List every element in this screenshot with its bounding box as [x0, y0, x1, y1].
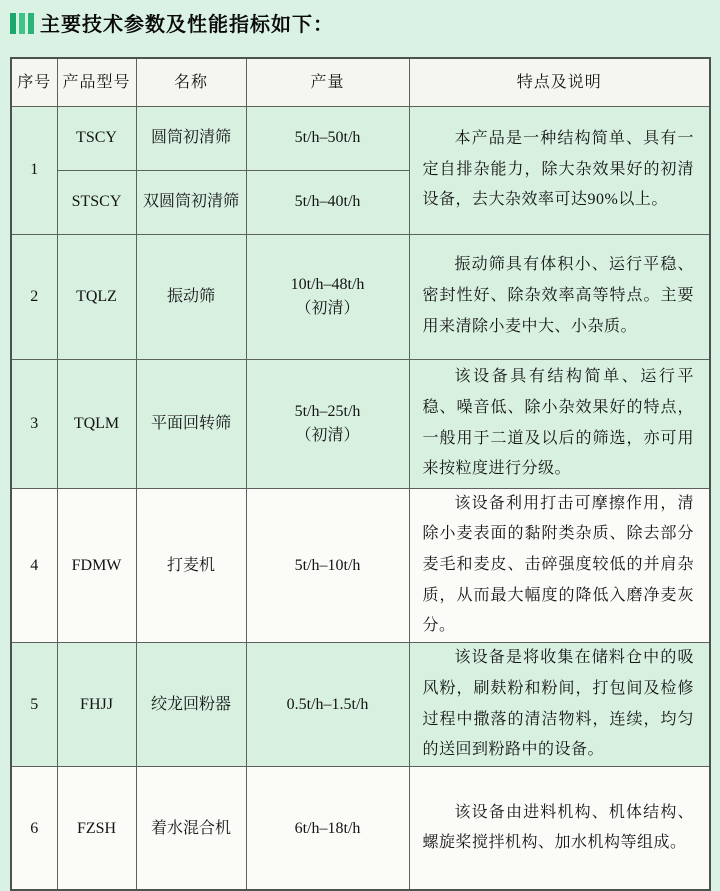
- row-no: 4: [11, 488, 57, 643]
- spec-table: [10, 57, 711, 891]
- cell-features: [409, 234, 710, 359]
- cell-name: 绞龙回粉器: [136, 643, 246, 767]
- header-features: 特点及说明: [409, 58, 710, 106]
- cell-output: 0.5t/h–1.5t/h: [246, 643, 409, 767]
- features-text: 本产品是一种结构简单、具有一定自排杂能力，除大杂效果好的初清设备，去大杂效率可达90%以上。: [422, 129, 694, 209]
- cell-output: [246, 359, 409, 488]
- cell-model: FDMW: [57, 488, 136, 643]
- page-title: 主要技术参数及性能指标如下：: [40, 14, 334, 36]
- row-no: 3: [11, 359, 57, 488]
- header-no: 序号: [11, 58, 57, 106]
- output-note: （初清）: [295, 299, 360, 317]
- cell-model: TSCY: [57, 106, 136, 170]
- green-triple-bars-icon: [10, 13, 34, 34]
- header-name: 名称: [136, 58, 246, 106]
- cell-model: STSCY: [57, 170, 136, 234]
- table-row: [11, 359, 710, 488]
- cell-name: 双圆筒初清筛: [136, 170, 246, 234]
- page-header: [0, 0, 720, 34]
- cell-features: [409, 106, 710, 234]
- features-text: 该设备利用打击可摩擦作用，清除小麦表面的黏附类杂质、除去部分麦毛和麦皮、击碎强度较低的并肩杂质，从而最大幅度的降低入磨净麦灰分。: [422, 494, 694, 635]
- table-row: [11, 234, 710, 359]
- features-text: 该设备是将收集在储料仓中的吸风粉，刷麸粉和粉间，打包间及检修过程中撒落的清洁物料，连续，均匀的送回到粉路中的设备。: [422, 649, 694, 759]
- table-row: [11, 106, 710, 170]
- features-text: 振动筛具有体积小、运行平稳、密封性好、除杂效率高等特点。主要用来清除小麦中大、小杂质。: [422, 256, 694, 335]
- output-note: （初清）: [295, 426, 360, 444]
- cell-features: [409, 643, 710, 767]
- cell-name: 圆筒初清筛: [136, 106, 246, 170]
- cell-name: 振动筛: [136, 234, 246, 359]
- output-value: 5t/h–25t/h: [294, 403, 361, 421]
- cell-name: 着水混合机: [136, 766, 246, 890]
- features-text: 该设备具有结构简单、运行平稳、噪音低、除小杂效果好的特点，一般用于二道及以后的筛选，亦可用来按粒度进行分级。: [422, 368, 694, 478]
- cell-output: 5t/h–10t/h: [246, 488, 409, 643]
- cell-name: 打麦机: [136, 488, 246, 643]
- cell-features: [409, 766, 710, 890]
- row-no: 6: [11, 766, 57, 890]
- table-row: [11, 643, 710, 767]
- cell-name: 平面回转筛: [136, 359, 246, 488]
- cell-features: [409, 488, 710, 643]
- cell-output: [246, 234, 409, 359]
- features-text: 该设备由进料机构、机体结构、螺旋桨搅拌机构、加水机构等组成。: [422, 803, 694, 852]
- cell-features: [409, 359, 710, 488]
- row-no: 1: [11, 106, 57, 234]
- table-row: [11, 766, 710, 890]
- header-output: 产量: [246, 58, 409, 106]
- table-row: [11, 488, 710, 643]
- cell-model: TQLZ: [57, 234, 136, 359]
- cell-output: 5t/h–50t/h: [246, 106, 409, 170]
- cell-model: FZSH: [57, 766, 136, 890]
- cell-output: 5t/h–40t/h: [246, 170, 409, 234]
- cell-model: FHJJ: [57, 643, 136, 767]
- row-no: 2: [11, 234, 57, 359]
- output-value: 10t/h–48t/h: [290, 276, 365, 294]
- row-no: 5: [11, 643, 57, 767]
- header-model: 产品型号: [57, 58, 136, 106]
- cell-model: TQLM: [57, 359, 136, 488]
- table-header-row: [11, 58, 710, 106]
- cell-output: 6t/h–18t/h: [246, 766, 409, 890]
